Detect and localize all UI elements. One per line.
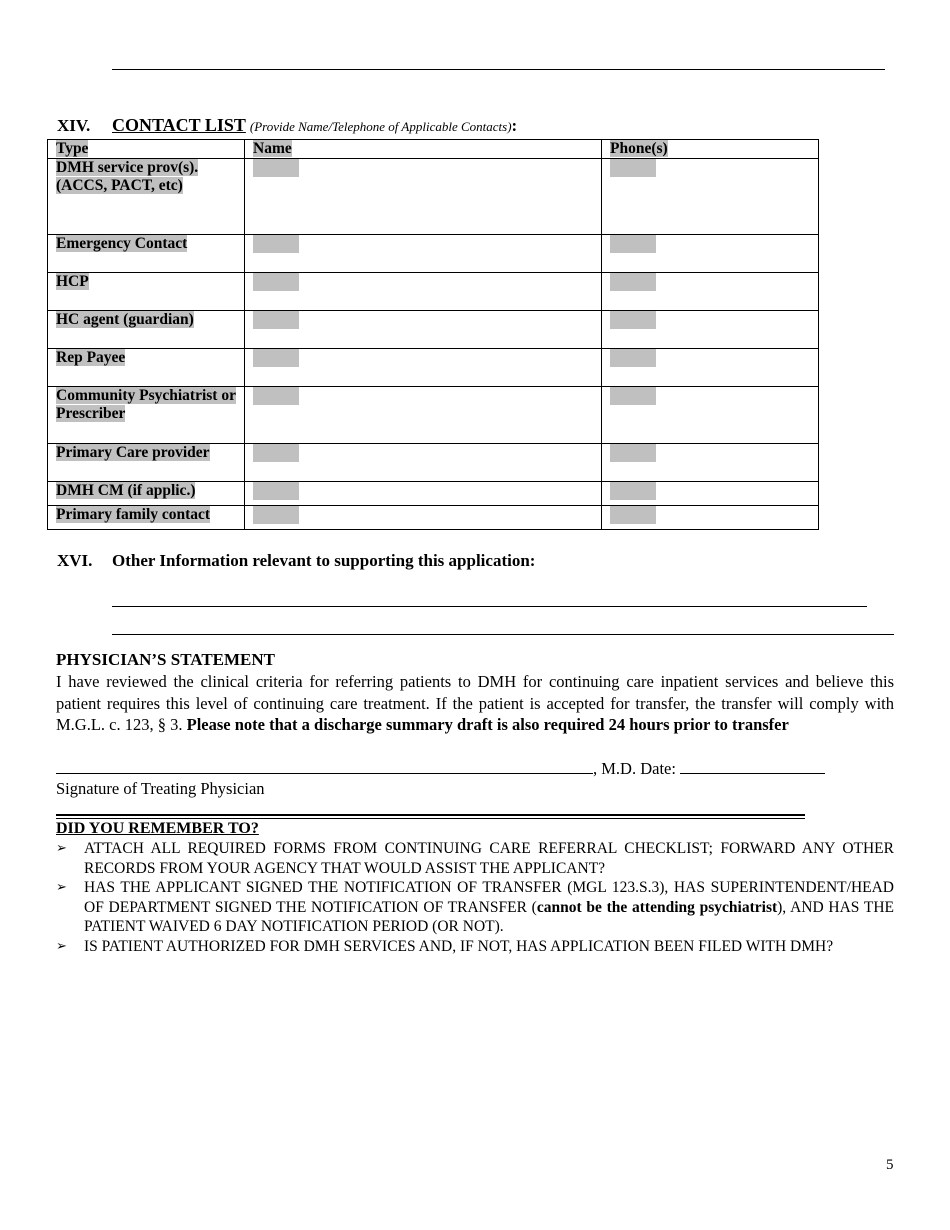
name-field[interactable] [245,444,602,482]
phone-field[interactable] [602,444,819,482]
header-name: Name [245,140,602,159]
name-field[interactable] [245,273,602,311]
phone-field[interactable] [602,235,819,273]
phone-field[interactable] [602,349,819,387]
section-14-number: XIV. [57,116,91,135]
physician-statement-body [56,671,894,736]
discharge-summary-note: Please note that a discharge summary draft is also required 24 hours prior to transfer [186,715,789,734]
table-row [48,235,819,273]
other-info-line-1[interactable] [112,606,867,607]
md-date-label: , M.D. Date: [593,759,676,778]
divider [56,814,805,819]
phone-field[interactable] [602,387,819,444]
phone-field[interactable] [602,506,819,530]
header-phone: Phone(s) [602,140,819,159]
table-row [48,349,819,387]
table-row [48,387,819,444]
section-16-heading [57,551,535,571]
signature-field[interactable] [56,757,593,774]
remember-title: DID YOU REMEMBER TO? [56,820,259,837]
list-item: ➢ HAS THE APPLICANT SIGNED THE NOTIFICATION OF TRANSFER (MGL 123.S.3), HAS SUPERINTENDENT/HEAD OF DEPARTMENT SIGNED THE NOTIFICATION OF TRANSFER (cannot be the attending psychiatrist), AND HAS THE PATIENT WAIVED 6 DAY NOTIFICATION PERIOD (OR NOT). [56,879,894,935]
signature-line [56,757,825,779]
name-field[interactable] [245,387,602,444]
remember-list [56,839,894,956]
section-14-title: CONTACT LIST [112,115,246,135]
name-field[interactable] [245,506,602,530]
list-item: ➢ IS PATIENT AUTHORIZED FOR DMH SERVICES AND, IF NOT, HAS APPLICATION BEEN FILED WITH DMH? [56,937,834,955]
table-row [48,159,819,235]
signature-label: Signature of Treating Physician [56,779,265,798]
arrow-bullet-icon: ➢ [56,841,67,856]
type-cell: DMH CM (if applic.) [48,482,245,506]
type-cell: HC agent (guardian) [48,311,245,349]
name-field[interactable] [245,159,602,235]
page-number: 5 [886,1157,894,1173]
phone-field[interactable] [602,482,819,506]
table-row [48,273,819,311]
list-item: ➢ ATTACH ALL REQUIRED FORMS FROM CONTINUING CARE REFERRAL CHECKLIST; FORWARD ANY OTHER RECORDS FROM YOUR AGENCY THAT WOULD ASSIST THE APPLICANT? [56,840,894,877]
physician-statement-text: I have reviewed the clinical criteria for referring patients to DMH for continuing care inpatient services and believe this patient requires this level of continuing care treatment. If the patient is accepted for transfer, the transfer will comply with M.G.L. c. 123, § 3. [56,672,894,734]
arrow-bullet-icon: ➢ [56,938,67,954]
name-field[interactable] [245,482,602,506]
date-field[interactable] [680,757,825,774]
section-16-title: Other Information relevant to supporting this application: [112,551,536,570]
type-cell: Primary family contact [48,506,245,530]
header-type: Type [48,140,245,159]
phone-field[interactable] [602,273,819,311]
name-field[interactable] [245,349,602,387]
section-14-heading [57,115,517,136]
type-cell: Community Psychiatrist or Prescriber [48,387,245,444]
type-cell: DMH service prov(s). (ACCS, PACT, etc) [48,159,245,235]
section-14-subtitle: (Provide Name/Telephone of Applicable Contacts) [249,119,512,134]
table-row [48,444,819,482]
table-row [48,482,819,506]
type-cell: Rep Payee [48,349,245,387]
contact-list-table [47,139,819,530]
type-cell: Emergency Contact [48,235,245,273]
arrow-bullet-icon: ➢ [56,880,67,895]
other-info-line-2[interactable] [112,634,894,635]
section-14-colon: : [511,116,518,135]
table-header-row [48,140,819,159]
type-cell: Primary Care provider [48,444,245,482]
top-blank-line[interactable] [112,69,885,70]
physician-statement-title: PHYSICIAN’S STATEMENT [56,650,275,669]
name-field[interactable] [245,235,602,273]
phone-field[interactable] [602,311,819,349]
table-row [48,506,819,530]
phone-field[interactable] [602,159,819,235]
section-16-number: XVI. [57,551,93,570]
type-cell: HCP [48,273,245,311]
name-field[interactable] [245,311,602,349]
table-row [48,311,819,349]
